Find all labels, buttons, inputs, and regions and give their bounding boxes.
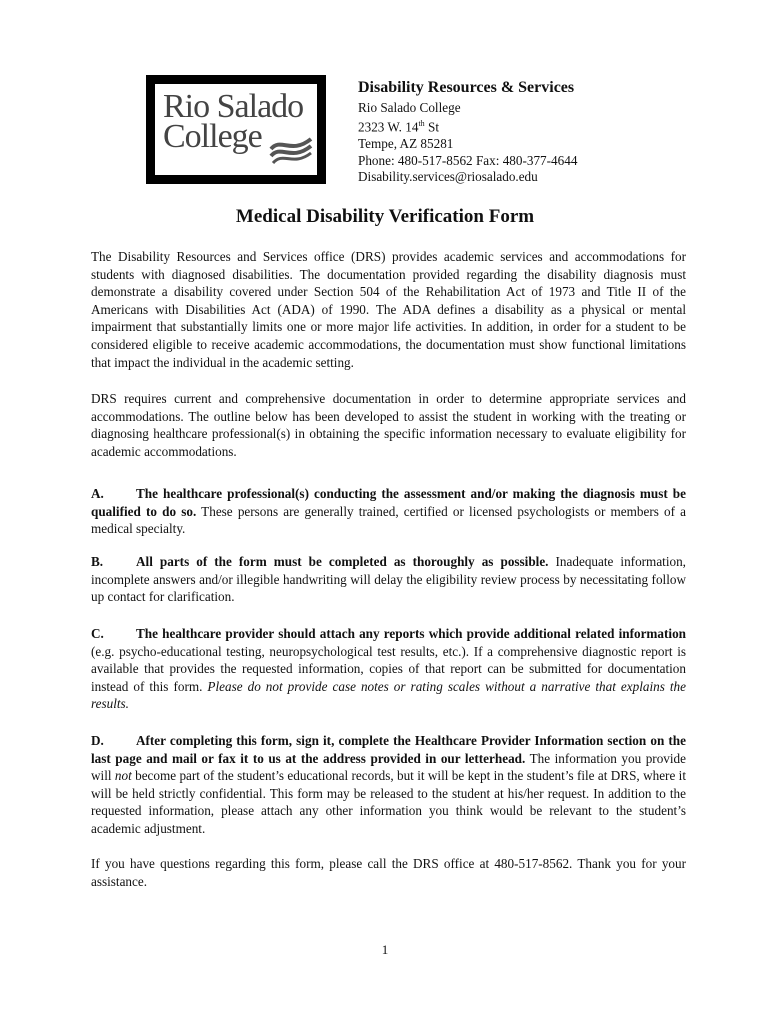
page-number: 1 (381, 942, 389, 957)
org-name: Disability Resources & Services (358, 79, 575, 96)
city-state-zip: Tempe, AZ 85281 (358, 136, 454, 152)
email-address: Disability.services@riosalado.edu (358, 169, 538, 185)
drs-paragraph: DRS requires current and comprehensive documentation in order to determine appropriate services and accommodations. The outline below has been developed to assist the student in working with the treating or diagnosing healthcare professional(s) in obtaining the specific information necessary to evaluate eligibility for academic accommodations. (91, 391, 686, 459)
page-title: Medical Disability Verification Form (235, 206, 535, 227)
item-a: A. The healthcare professional(s) conducting the assessment and/or making the diagnosis must be qualified to do so. These persons are generally trained, certified or licensed psychologists or members of a medical specialty. (91, 486, 686, 537)
intro-paragraph: The Disability Resources and Services office (DRS) provides academic services and accommodations for students with diagnosed disabilities. The documentation provided regarding the disability diagnosis must demonstrate a disability covered under Section 504 of the Rehabilitation Act of 1973 and Title II of the Americans with Disabilities Act (ADA) of 1990. The ADA defines a disability as a physical or mental impairment that substantially limits one or more major life activities. In addition, in order for a student to be considered eligible to receive academic accommodations, the documentation must show functional limitations that impact the individual in the academic setting. (91, 249, 686, 370)
item-d: D. After completing this form, sign it, complete the Healthcare Provider Information section on the last page and mail or fax it to us at the address provided in our letterhead. The information you provide will not become part of the student’s educational records, but it will be kept in the student’s file at DRS, where it will be held strictly confidential. This form may be released to the student at his/her request. In addition to the requested information, please attach any other information you think would be relevant to the student’s academic adjustment. (91, 733, 686, 836)
wave-icon (269, 125, 313, 165)
closing-paragraph: If you have questions regarding this form, please call the DRS office at 480-517-8562. Thank you for your assistance. (91, 856, 686, 889)
item-c: C. The healthcare provider should attach any reports which provide additional related information (e.g. psycho-educational testing, neuropsychological test results, etc.). If a comprehensive diagnostic report is available that provides the requested information, copies of that report can be submitted for documentation instead of this form. Please do not provide case notes or rating scales without a narrative that explains the results. (91, 626, 687, 712)
letterhead-address (358, 78, 577, 185)
street-address: 2323 W. 14th St (358, 119, 439, 135)
phone-fax: Phone: 480-517-8562 Fax: 480-377-4644 (358, 152, 578, 168)
college-name: Rio Salado College (358, 100, 461, 115)
logo-text: Rio Salado College (163, 88, 304, 155)
item-b: B. All parts of the form must be completed as thoroughly as possible. Inadequate information, incomplete answers and/or illegible handwriting will delay the eligibility review process by necessitating follow up contact for clarification. (91, 554, 686, 605)
college-logo (146, 75, 326, 184)
